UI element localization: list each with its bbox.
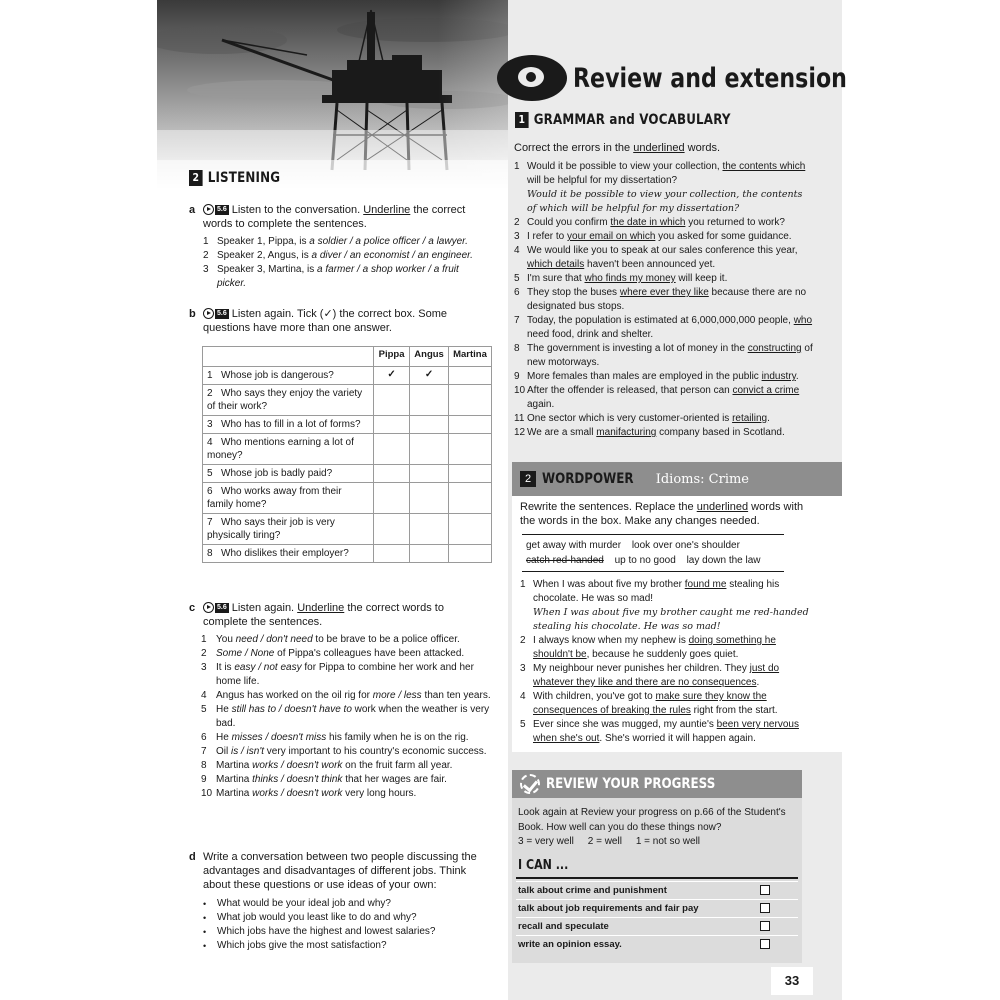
item-text: Speaker 3, Martina, is <box>217 264 318 275</box>
question-text: Whose job is dangerous? <box>221 370 334 381</box>
tick-cell-pippa[interactable] <box>373 483 409 514</box>
list-item <box>514 230 814 244</box>
item-options: easy / not easy <box>234 662 302 673</box>
item-text: After the offender is released, that person can <box>527 385 733 396</box>
item-number: 3 <box>514 231 520 242</box>
instruction-underline-word: Underline <box>363 204 411 216</box>
bullet-item <box>203 911 488 925</box>
question-cell <box>203 465 374 483</box>
item-text: Martina <box>216 760 253 771</box>
progress-scale: 3 = very well 2 = well 1 = not so well <box>518 836 701 847</box>
tick-cell-angus[interactable] <box>410 465 449 483</box>
instruction-rest: the correct words to complete the sentences. <box>203 204 466 230</box>
item-number: 2 <box>201 648 207 659</box>
table-row <box>203 367 492 385</box>
item-number: 11 <box>514 413 525 424</box>
tick-cell-angus[interactable] <box>410 416 449 434</box>
tick-cell-angus[interactable] <box>410 514 449 545</box>
item-options: still has to / doesn't have to <box>231 704 352 715</box>
table-header-pippa: Pippa <box>373 347 409 367</box>
table-row <box>203 416 492 434</box>
instruction-underline-word: underlined <box>696 501 749 513</box>
item-text: because there are no designated bus stops. <box>527 287 807 312</box>
item-text: haven't been announced yet. <box>584 259 716 270</box>
item-text: that her wages are fair. <box>342 774 447 785</box>
list-item <box>520 690 810 718</box>
section-number: 2 <box>189 170 203 186</box>
instruction-text: Write a conversation between two people discussing the advantages and disadvantages of different jobs. Think about these questions or use ideas of your own: <box>203 851 477 891</box>
section-subtitle: Idioms: Crime <box>655 471 749 487</box>
item-underlined: the date in which <box>610 217 686 228</box>
item-underlined: your email on which <box>567 231 656 242</box>
item-options: works / doesn't work <box>252 788 343 799</box>
section-title: WORDPOWER <box>542 471 634 487</box>
question-number: 3 <box>207 419 213 430</box>
item-text: Today, the population is estimated at 6,000,000,000 people, <box>527 315 794 326</box>
item-text: . <box>767 413 770 424</box>
table-row <box>203 483 492 514</box>
instruction-part: words. <box>687 142 721 154</box>
bullet-item <box>203 925 488 939</box>
question-cell <box>203 483 374 514</box>
tick-cell-angus[interactable] <box>410 434 449 465</box>
item-number: 5 <box>520 719 526 730</box>
divider <box>516 877 798 879</box>
item-text: will be helpful for my dissertation? <box>527 175 678 186</box>
ican-item <box>516 917 798 935</box>
item-text: Angus has worked on the oil rig for <box>216 690 373 701</box>
item-text: We are a small <box>527 427 597 438</box>
question-number: 4 <box>207 437 213 448</box>
exercise-c-list <box>201 633 491 801</box>
item-options: a diver / an economist / an engineer. <box>311 250 473 261</box>
ican-heading: I CAN ... <box>518 858 569 873</box>
item-text: Martina <box>216 774 253 785</box>
oil-rig-photo <box>157 0 508 190</box>
item-number: 5 <box>514 273 520 284</box>
list-item <box>514 244 814 272</box>
list-item <box>201 745 491 759</box>
item-number: 4 <box>520 691 526 702</box>
item-text: you returned to work? <box>685 217 785 228</box>
list-item <box>201 647 491 661</box>
question-cell <box>203 385 374 416</box>
list-item <box>514 272 814 286</box>
item-text: The government is investing a lot of money in the <box>527 343 748 354</box>
bullet-text: Which jobs have the highest and lowest salaries? <box>217 926 436 937</box>
item-underlined: convict a crime <box>732 385 800 396</box>
item-number: 12 <box>514 427 526 438</box>
item-underlined: the contents which <box>722 161 806 172</box>
list-item <box>514 286 814 314</box>
question-cell <box>203 514 374 545</box>
item-text: I always know when my nephew is <box>533 635 689 646</box>
item-text: More females than males are employed in the public <box>527 371 762 382</box>
table-header-blank <box>203 347 374 367</box>
question-text: Who says their job is very physically tiring? <box>207 517 335 541</box>
progress-check-icon <box>520 774 540 794</box>
item-number: 1 <box>203 236 209 247</box>
checkbox[interactable] <box>760 903 770 913</box>
item-text: company based in Scotland. <box>656 427 785 438</box>
bullet-icon: • <box>203 913 207 923</box>
item-text: his family when he is on the rig. <box>326 732 469 743</box>
item-options: need / don't need <box>235 634 313 645</box>
tick-cell-pippa[interactable] <box>373 514 409 545</box>
tick-cell-pippa[interactable] <box>373 434 409 465</box>
page-title: Review and extension <box>573 62 847 94</box>
progress-instruction: Look again at Review your progress on p.66 of the Student's Book. How well can you do these things now? <box>518 807 786 833</box>
question-cell <box>203 545 374 563</box>
phrase: get away with murder <box>526 540 622 551</box>
item-text: You <box>216 634 236 645</box>
item-text: When I was about five my brother <box>533 579 685 590</box>
section-title: REVIEW YOUR PROGRESS <box>546 776 716 792</box>
instruction-underline-word: underlined <box>633 142 685 154</box>
item-text: , because he suddenly goes quiet. <box>586 649 739 660</box>
list-item <box>520 662 810 690</box>
item-text: I refer to <box>527 231 568 242</box>
tick-cell-martina[interactable] <box>448 545 491 563</box>
grammar-heading <box>515 112 731 128</box>
list-item <box>520 578 810 606</box>
item-number: 6 <box>201 732 207 743</box>
tick-cell-pippa[interactable] <box>373 465 409 483</box>
list-item <box>201 773 491 787</box>
question-text: Who mentions earning a lot of money? <box>207 437 354 461</box>
instruction-rest: the correct words to complete the sentences. <box>203 602 444 628</box>
bullet-item <box>203 897 488 911</box>
wordpower-instruction <box>520 500 810 528</box>
bullet-icon: • <box>203 941 207 951</box>
tick-cell-angus[interactable]: ✓ <box>410 367 449 385</box>
item-number: 3 <box>201 662 207 673</box>
item-text: very long hours. <box>342 788 417 799</box>
question-text: Who has to fill in a lot of forms? <box>221 419 361 430</box>
item-number: 7 <box>514 315 520 326</box>
question-number: 1 <box>207 370 213 381</box>
list-item <box>201 731 491 745</box>
item-underlined: just do whatever they like and there are no consequences <box>533 663 780 688</box>
instruction-lead: Listen again. <box>231 602 295 614</box>
phrase: look over one's shoulder <box>631 540 740 551</box>
ican-label: recall and speculate <box>518 921 609 932</box>
item-underlined: which details <box>527 259 585 270</box>
grammar-instruction <box>514 141 834 155</box>
instruction-underline-word: Underline <box>297 602 345 614</box>
tick-cell-angus[interactable] <box>410 545 449 563</box>
item-underlined: constructing <box>747 343 802 354</box>
checkbox[interactable] <box>760 885 770 895</box>
item-text: He <box>216 704 232 715</box>
item-number: 1 <box>201 634 207 645</box>
item-underlined: doing something he shouldn't be <box>533 635 776 660</box>
list-item <box>201 689 491 703</box>
tick-cell-pippa[interactable] <box>373 545 409 563</box>
question-number: 7 <box>207 517 213 528</box>
item-text: My neighbour never punishes her children. They <box>533 663 750 674</box>
item-text: They stop the buses <box>527 287 620 298</box>
bullet-text: Which jobs give the most satisfaction? <box>217 940 387 951</box>
exercise-letter: a <box>189 204 196 216</box>
audio-play-icon[interactable]: 5.6 <box>203 204 229 215</box>
list-item <box>514 216 814 230</box>
item-options: thinks / doesn't think <box>252 774 343 785</box>
item-text: One sector which is very customer-oriented is <box>527 413 733 424</box>
listening-heading <box>189 170 280 186</box>
list-item <box>514 370 814 384</box>
item-underlined: make sure they know the consequences of breaking the rules <box>533 691 767 716</box>
example-answer: Would it be possible to view your collection, the contents of which will be helpful for my dissertation? <box>527 189 803 214</box>
item-options: a soldier / a police officer / a lawyer. <box>309 236 468 247</box>
phrase-used: catch red-handed <box>526 555 604 566</box>
item-number: 5 <box>201 704 207 715</box>
item-text: . <box>756 677 760 688</box>
item-text: We would like you to speak at our sales conference this year, <box>527 245 798 256</box>
item-underlined: where ever they like <box>619 287 709 298</box>
item-text: on the fruit farm all year. <box>342 760 453 771</box>
item-number: 6 <box>514 287 520 298</box>
list-item <box>514 412 814 426</box>
item-text: . <box>795 371 799 382</box>
tick-cell-martina[interactable] <box>448 416 491 434</box>
exercise-d-instruction <box>189 850 493 892</box>
item-options: works / doesn't work <box>252 760 343 771</box>
item-text: With children, you've got to <box>533 691 656 702</box>
item-number: 2 <box>514 217 520 228</box>
item-text: Would it be possible to view your collection, <box>527 161 723 172</box>
item-underlined: industry <box>761 371 796 382</box>
item-text: will keep it. <box>675 273 728 284</box>
phrase: up to no good <box>614 555 676 566</box>
item-number: 8 <box>201 760 207 771</box>
exercise-letter: d <box>189 851 196 863</box>
item-text: stealing his chocolate. He was so mad! <box>533 579 780 604</box>
item-options: is / isn't <box>231 746 265 757</box>
page-number: 33 <box>771 967 813 995</box>
instruction-part: Rewrite the sentences. Replace the <box>520 501 694 513</box>
phrase-box <box>522 534 784 572</box>
list-item <box>203 235 488 249</box>
tick-cell-martina[interactable] <box>448 367 491 385</box>
instruction-part: Correct the errors in the <box>514 142 631 154</box>
tick-cell-pippa[interactable] <box>373 416 409 434</box>
table-row <box>203 385 492 416</box>
item-number: 7 <box>201 746 207 757</box>
item-number: 4 <box>201 690 207 701</box>
exercise-a-list <box>203 235 488 291</box>
question-number: 6 <box>207 486 213 497</box>
item-number: 2 <box>203 250 209 261</box>
table-row <box>203 514 492 545</box>
item-text: for Pippa to combine her work and her home life. <box>216 662 474 687</box>
table-header-martina: Martina <box>448 347 491 367</box>
grammar-list <box>514 160 814 440</box>
item-number: 1 <box>520 579 526 590</box>
item-number: 10 <box>201 788 213 799</box>
item-text: very important to his country's economic success. <box>264 746 487 757</box>
item-text: It is <box>216 662 235 673</box>
item-text: I'm sure that <box>527 273 585 284</box>
item-text: work when the weather is very bad. <box>216 704 490 729</box>
item-text: need food, drink and shelter. <box>527 329 654 340</box>
tick-cell-pippa[interactable]: ✓ <box>373 367 409 385</box>
item-number: 8 <box>514 343 520 354</box>
item-text: He <box>216 732 232 743</box>
list-item <box>203 263 488 291</box>
question-text: Who works away from their family home? <box>207 486 342 510</box>
item-options: misses / doesn't miss <box>231 732 327 743</box>
instruction-part: words with the words in the box. Make any changes needed. <box>520 501 804 527</box>
question-text: Who dislikes their employer? <box>221 548 349 559</box>
question-text: Who says they enjoy the variety of their work? <box>207 388 363 412</box>
question-text: Whose job is badly paid? <box>221 468 333 479</box>
table-row <box>203 545 492 563</box>
item-number: 2 <box>520 635 526 646</box>
tick-table <box>202 346 492 563</box>
ican-label: write an opinion essay. <box>518 939 622 950</box>
item-text: right from the start. <box>690 705 778 716</box>
question-number: 2 <box>207 388 213 399</box>
list-item <box>514 384 814 412</box>
progress-text <box>518 806 800 850</box>
list-item <box>201 759 491 773</box>
bullet-icon: • <box>203 927 207 937</box>
item-underlined: retailing <box>732 413 768 424</box>
list-item <box>203 249 488 263</box>
review-progress-band <box>512 770 802 798</box>
tick-cell-martina[interactable] <box>448 434 491 465</box>
item-underlined: found me <box>684 579 727 590</box>
tick-cell-martina[interactable] <box>448 465 491 483</box>
tick-cell-pippa[interactable] <box>373 385 409 416</box>
list-item <box>514 342 814 370</box>
item-options: a farmer / a shop worker / a fruit picker. <box>217 264 459 289</box>
wordpower-list <box>520 578 810 746</box>
checkbox[interactable] <box>760 939 770 949</box>
list-item <box>514 426 814 440</box>
table-row <box>203 465 492 483</box>
table-row <box>203 434 492 465</box>
checkbox[interactable] <box>760 921 770 931</box>
bullet-icon: • <box>203 899 207 909</box>
list-item <box>514 160 814 188</box>
phrase: lay down the law <box>686 555 761 566</box>
tick-cell-martina[interactable] <box>448 385 491 416</box>
item-text: of Pippa's colleagues have been attacked. <box>274 648 465 659</box>
item-text: Speaker 1, Pippa, is <box>217 236 310 247</box>
list-item <box>201 703 491 731</box>
item-options: more / less <box>372 690 422 701</box>
tick-cell-martina[interactable] <box>448 514 491 545</box>
bullet-text: What would be your ideal job and why? <box>217 898 391 909</box>
item-text: Ever since she was mugged, my auntie's <box>533 719 717 730</box>
list-item <box>520 634 810 662</box>
item-text: again. <box>527 399 555 410</box>
list-item <box>201 633 491 647</box>
question-cell <box>203 434 374 465</box>
item-text: of new motorways. <box>527 343 813 368</box>
ican-item <box>516 935 798 953</box>
item-text: . She's worried it will happen again. <box>599 733 756 744</box>
item-text: than ten years. <box>421 690 491 701</box>
bullet-item <box>203 939 488 953</box>
item-text: Oil <box>216 746 231 757</box>
item-text: Could you confirm <box>527 217 611 228</box>
item-text: you asked for some guidance. <box>655 231 792 242</box>
ican-item <box>516 881 798 899</box>
section-title: GRAMMAR and VOCABULARY <box>533 112 731 128</box>
audio-play-icon[interactable]: 5.6 <box>203 308 229 319</box>
exercise-c-instruction <box>189 601 488 629</box>
section-number: 1 <box>515 112 529 128</box>
item-number: 9 <box>201 774 207 785</box>
section-number: 2 <box>520 471 536 487</box>
item-options: Some / None <box>216 648 275 659</box>
audio-play-icon[interactable]: 5.6 <box>203 602 229 613</box>
section-title: LISTENING <box>207 170 281 186</box>
example-answer: When I was about five my brother caught me red-handed stealing his chocolate. He was so mad! <box>533 607 809 632</box>
list-item <box>520 718 810 746</box>
item-number: 10 <box>514 385 526 396</box>
item-number: 9 <box>514 371 520 382</box>
wordpower-band <box>512 462 842 496</box>
list-item <box>201 787 491 801</box>
exercise-b-instruction <box>189 307 493 335</box>
ican-item <box>516 899 798 917</box>
item-text: Speaker 2, Angus, is <box>217 250 312 261</box>
instruction-text: Listen again. Tick (✓) the correct box. Some questions have more than one answer. <box>203 308 447 334</box>
exercise-a-instruction <box>189 203 493 231</box>
ican-label: talk about crime and punishment <box>518 885 667 896</box>
list-item <box>514 314 814 342</box>
item-number: 3 <box>520 663 526 674</box>
item-number: 3 <box>203 264 209 275</box>
review-title-block <box>497 55 907 101</box>
tick-cell-martina[interactable] <box>448 483 491 514</box>
item-text: to be brave to be a police officer. <box>312 634 460 645</box>
question-cell <box>203 416 374 434</box>
item-text: Martina <box>216 788 253 799</box>
question-number: 5 <box>207 468 213 479</box>
item-number: 1 <box>514 161 520 172</box>
list-item <box>201 661 491 689</box>
bullet-text: What job would you least like to do and why? <box>217 912 417 923</box>
item-underlined: been very nervous when she's out <box>533 719 799 744</box>
question-number: 8 <box>207 548 213 559</box>
item-underlined: manifacturing <box>596 427 657 438</box>
exercise-letter: c <box>189 602 196 614</box>
tick-cell-angus[interactable] <box>410 385 449 416</box>
exercise-letter: b <box>189 308 196 320</box>
tick-cell-angus[interactable] <box>410 483 449 514</box>
item-number: 4 <box>514 245 520 256</box>
ican-label: talk about job requirements and fair pay <box>518 903 699 914</box>
item-underlined: who finds my money <box>584 273 676 284</box>
question-cell <box>203 367 374 385</box>
eye-logo-icon <box>497 55 567 101</box>
table-header-angus: Angus <box>410 347 449 367</box>
instruction-lead: Listen to the conversation. <box>231 204 361 216</box>
item-underlined: who <box>793 315 813 326</box>
exercise-d-bullets <box>203 897 488 953</box>
